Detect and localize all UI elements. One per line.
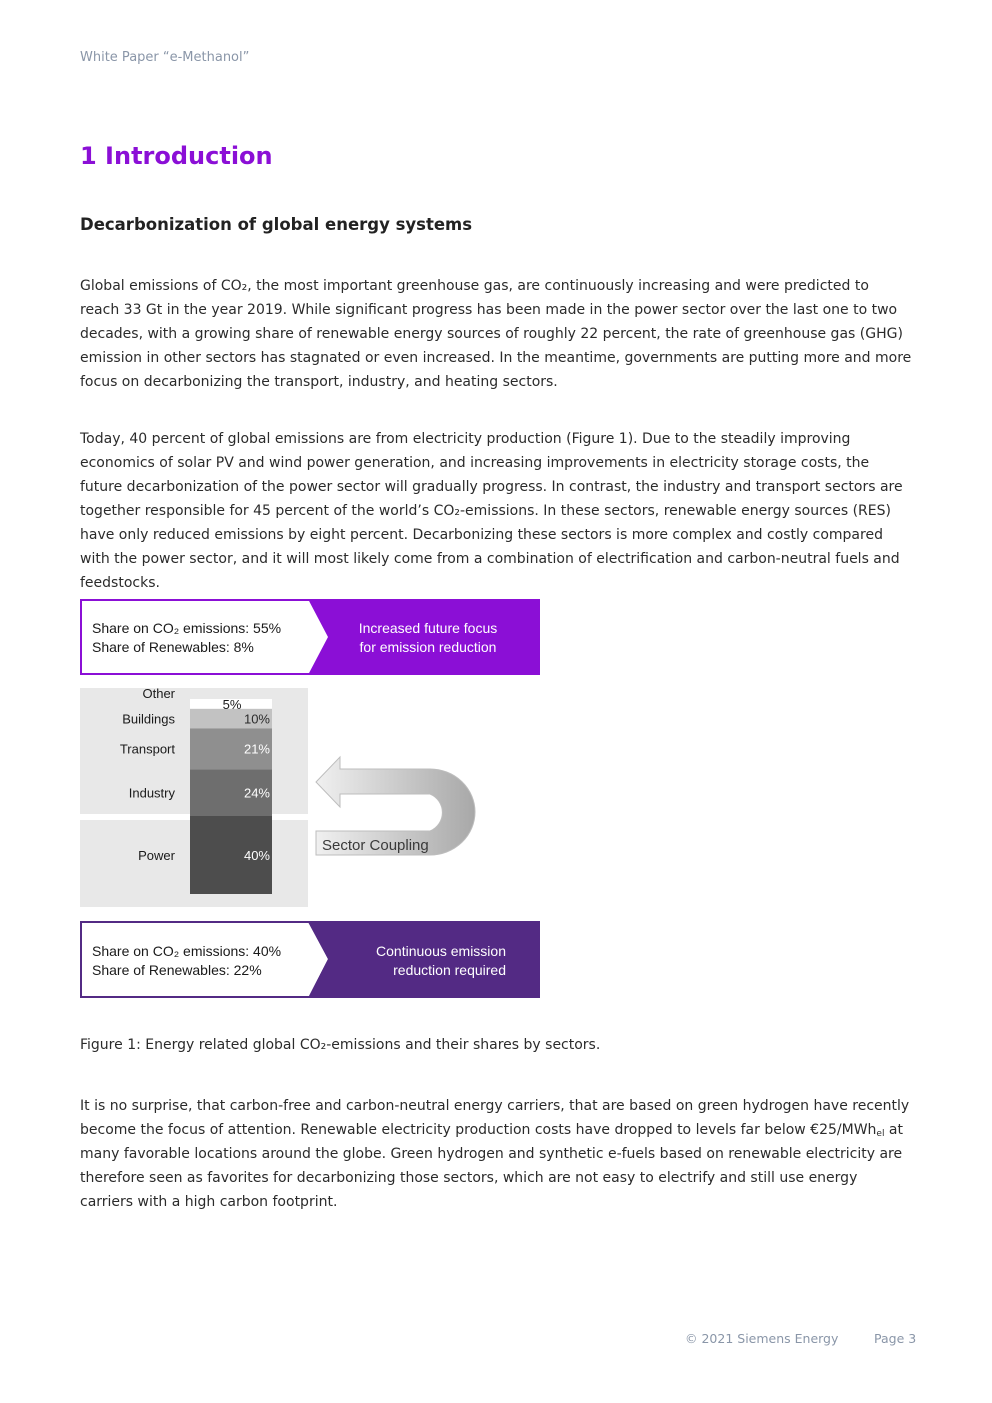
bottom-banner-line1: Continuous emission (376, 943, 506, 959)
paragraph-1: Global emissions of CO₂, the most important greenhouse gas, are continuously increasing and were predicted to reach 33 Gt in the year 2019. While significant progress has been made in the power sector over the last one to two decades, with a growing share of renewable energy sources of roughly 22 percent, the rate of greenhouse gas (GHG) emission in other sectors has stagnated or even increased. In the meantime, governments are putting more and more focus on decarbonizing the transport, industry, and heating sectors. (80, 278, 912, 390)
top-info-box (81, 599, 540, 675)
running-header: White Paper “e-Methanol” (80, 50, 250, 65)
sector-coupling-label: Sector Coupling (322, 837, 429, 854)
value-label-industry: 24% (243, 785, 270, 801)
category-label-transport: Transport (119, 741, 175, 757)
paragraph-3 (80, 1094, 912, 1214)
top-box-line2: Share of Renewables: 8% (92, 639, 254, 655)
category-label-industry: Industry (128, 785, 175, 801)
section-heading: 1 Introduction (80, 142, 273, 170)
bottom-info-box (81, 921, 540, 998)
category-label-buildings: Buildings (122, 711, 175, 727)
paragraph-3-part-a: It is no surprise, that carbon-free and carbon-neutral energy carriers, that are based on green hydrogen have recently become the focus of attention. Renewable electricity production costs have dropped to levels far below €25/MWh (80, 1098, 910, 1138)
paragraph-3-part-b: at many favorable locations around the globe. Green hydrogen and synthetic e-fuels based on renewable electricity are therefore seen as favorites for decarbonizing those sectors, which are not easy to electrify and still use energy carriers with a high carbon footprint. (80, 1122, 903, 1210)
bottom-box-line2: Share of Renewables: 22% (92, 962, 262, 978)
category-label-other: Other (142, 686, 175, 701)
footer-page-number: Page 3 (874, 1331, 917, 1346)
section-subheading: Decarbonization of global energy systems (80, 215, 473, 234)
category-label-power: Power (138, 848, 175, 863)
value-label-buildings: 10% (243, 711, 270, 727)
value-label-other: 5% (222, 696, 242, 712)
bottom-banner-shape (308, 921, 540, 998)
value-label-power: 40% (243, 848, 270, 863)
top-banner-line1: Increased future focus (358, 620, 498, 636)
footer-copyright: © 2021 Siemens Energy (685, 1331, 839, 1346)
figure-caption: Figure 1: Energy related global CO₂-emissions and their shares by sectors. (80, 1037, 601, 1053)
bottom-banner-line2: reduction required (393, 962, 506, 978)
paragraph-2: Today, 40 percent of global emissions are from electricity production (Figure 1). Due to the steadily improving economics of solar PV and wind power generation, and increasing improvements in electricity storage costs, the future decarbonization of the power sector will gradually progress. In contrast, the industry and transport sectors are together responsible for 45 percent of the world’s CO₂-emissions. In these sectors, renewable energy sources (RES) have only reduced emissions by eight percent. Decarbonizing these sectors is more complex and costly compared with the power sector, and it will most likely come from a combination of electrification and carbon-neutral fuels and feedstocks. (80, 431, 903, 591)
sector-emissions-figure (80, 599, 540, 999)
figure-1 (80, 599, 540, 999)
top-banner (308, 599, 540, 675)
bottom-box-line1: Share on CO₂ emissions: 40% (92, 943, 282, 959)
top-banner-line2: for emission reduction (359, 639, 497, 655)
top-box-line1: Share on CO₂ emissions: 55% (92, 620, 282, 636)
value-label-transport: 21% (243, 741, 270, 757)
paragraph-3-subscript: el (876, 1129, 885, 1139)
